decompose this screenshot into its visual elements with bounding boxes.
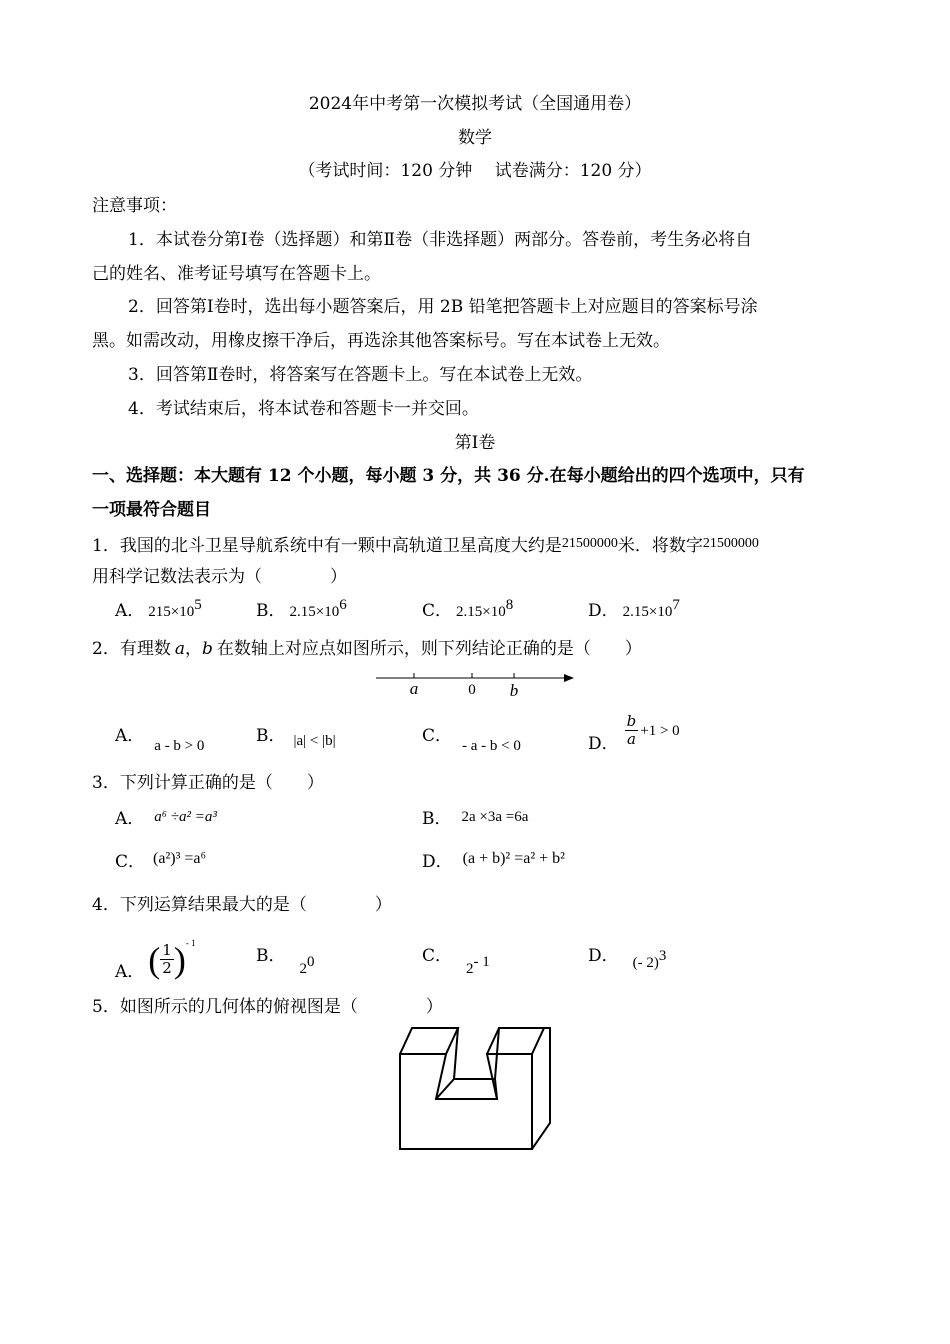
option-math: 2.15×10 <box>289 604 340 620</box>
label-a: a <box>409 679 419 698</box>
option-label: D． <box>588 946 619 966</box>
right-paren: ) <box>173 940 186 980</box>
option-exponent: - 1 <box>185 938 196 948</box>
left-paren: ( <box>148 940 161 980</box>
exam-title: 2024年中考第一次模拟考试（全国通用卷） <box>308 94 642 114</box>
q4-option-a <box>115 933 196 982</box>
label-b: b <box>509 681 519 700</box>
note-2-line-1: 2．回答第Ⅰ卷时，选出每小题答案后，用 2B 铅笔把答题卡上对应题目的答案标号涂 <box>128 297 758 317</box>
option-exponent: 3 <box>658 948 667 964</box>
q3-text: 3．下列计算正确的是（ ） <box>92 773 324 793</box>
label-zero: 0 <box>468 682 476 698</box>
q2-sep: ， <box>184 639 202 659</box>
q1-option-a <box>115 597 202 622</box>
note-3: 3．回答第Ⅱ卷时，将答案写在答题卡上。写在本试卷上无效。 <box>128 365 593 385</box>
option-label: D． <box>588 601 619 621</box>
q3-option-c <box>115 852 206 873</box>
option-math: (- 2) <box>632 955 659 971</box>
option-math: 2 <box>466 961 474 977</box>
q4-text: 4．下列运算结果最大的是（ ） <box>92 895 392 915</box>
option-label: B． <box>256 726 286 746</box>
note-1-line-1: 1．本试卷分第Ⅰ卷（选择题）和第Ⅱ卷（非选择题）两部分。答卷前，考生务必将自 <box>128 230 753 250</box>
note-2-line-2: 黑。如需改动，用橡皮擦干净后，再选涂其他答案标号。写在本试卷上无效。 <box>92 331 670 351</box>
option-label: D． <box>588 734 619 754</box>
option-math: 215×10 <box>148 604 195 620</box>
option-math: 2a ×3a =6a <box>461 809 529 825</box>
option-exponent: 8 <box>505 597 514 613</box>
option-label: B． <box>256 601 286 621</box>
option-math: a - b > 0 <box>154 738 205 754</box>
option-label: C． <box>422 726 453 746</box>
option-exponent: 0 <box>307 954 315 970</box>
section-instructions-line-2: 一项最符合题目 <box>92 500 211 520</box>
option-exponent: 6 <box>339 597 347 613</box>
option-label: A． <box>115 601 145 621</box>
option-label: A． <box>115 726 145 746</box>
option-math: a⁶ ÷a² =a³ <box>154 809 217 825</box>
q1-option-c <box>422 597 514 622</box>
number-line-arrow-icon <box>564 674 574 682</box>
option-label: A． <box>115 809 145 829</box>
q1-number-repeat: 21500000 <box>702 536 759 551</box>
q1-text-part-1: 1．我国的北斗卫星导航系统中有一颗中高轨道卫星高度大约是 <box>92 536 562 556</box>
q1-text-line-2: 用科学记数法表示为（ ） <box>92 567 347 587</box>
option-exponent: 7 <box>672 597 680 613</box>
q1-number: 21500000 <box>561 536 618 551</box>
q2-var-a: a <box>174 639 185 659</box>
q1-option-d <box>588 597 680 622</box>
q2-text-part-2: 在数轴上对应点如图所示，则下列结论正确的是（ ） <box>216 639 642 659</box>
q3-option-d <box>422 852 565 873</box>
q2-option-a <box>115 726 205 754</box>
q2-text-part-1: 2．有理数 <box>92 639 171 659</box>
solid-left-top <box>400 1028 458 1054</box>
q2-option-d <box>588 712 680 754</box>
fraction-denominator: a <box>626 730 636 748</box>
option-label: A． <box>115 962 145 982</box>
exam-info: （考试时间：120 分钟 试卷满分：120 分） <box>298 161 652 181</box>
q5-text: 5．如图所示的几何体的俯视图是（ ） <box>92 997 443 1017</box>
fraction <box>625 713 639 748</box>
fraction-denominator: 2 <box>162 959 172 977</box>
option-label: D． <box>422 852 453 872</box>
q3-option-a <box>115 809 217 830</box>
part-title: 第Ⅰ卷 <box>454 433 496 453</box>
solid-notch-edge-right <box>495 1079 497 1099</box>
q1-text-part-2: 米．将数字 <box>617 536 703 556</box>
q3-option-b <box>422 809 528 830</box>
q2-option-c <box>422 726 521 754</box>
option-math: |a| < |b| <box>293 733 336 749</box>
option-exponent: - 1 <box>473 954 490 970</box>
q2-var-b: b <box>201 639 213 659</box>
q1-option-b <box>256 597 347 622</box>
fraction-numerator: 1 <box>162 941 172 959</box>
note-4: 4．考试结束后，将本试卷和答题卡一并交回。 <box>128 399 479 419</box>
fraction <box>160 942 174 977</box>
q4-option-c <box>422 946 490 977</box>
option-math: +1 > 0 <box>640 723 680 739</box>
solid-front-face <box>400 1054 532 1149</box>
option-label: C． <box>422 946 453 966</box>
q4-option-d <box>588 946 667 971</box>
fraction-numerator: b <box>626 712 637 730</box>
section-instructions-line-1: 一、选择题：本大题有 12 个小题，每小题 3 分，共 36 分.在每小题给出的四个选项中，只有 <box>92 466 805 486</box>
q2-text <box>92 639 642 659</box>
option-math: 2.15×10 <box>456 604 506 620</box>
notes-heading: 注意事项： <box>92 196 177 216</box>
option-label: B． <box>422 809 452 829</box>
option-math: - a - b < 0 <box>462 738 521 754</box>
geometry-solid-figure <box>392 1022 558 1154</box>
option-math: 2.15×10 <box>622 604 673 620</box>
option-label: C． <box>422 601 453 621</box>
option-label: C． <box>115 852 146 872</box>
option-math: (a + b)² =a² + b² <box>462 850 565 867</box>
option-math: 2 <box>299 961 307 977</box>
q4-option-b <box>256 946 315 977</box>
subject-title: 数学 <box>458 128 492 148</box>
note-1-line-2: 己的姓名、准考证号填写在答题卡上。 <box>92 264 381 284</box>
option-exponent: 5 <box>194 597 202 613</box>
q2-option-b <box>256 726 336 747</box>
number-line-diagram <box>372 666 582 702</box>
option-label: B． <box>256 946 286 966</box>
q1-text <box>92 534 759 556</box>
option-math: (a²)³ =a⁶ <box>153 850 207 867</box>
